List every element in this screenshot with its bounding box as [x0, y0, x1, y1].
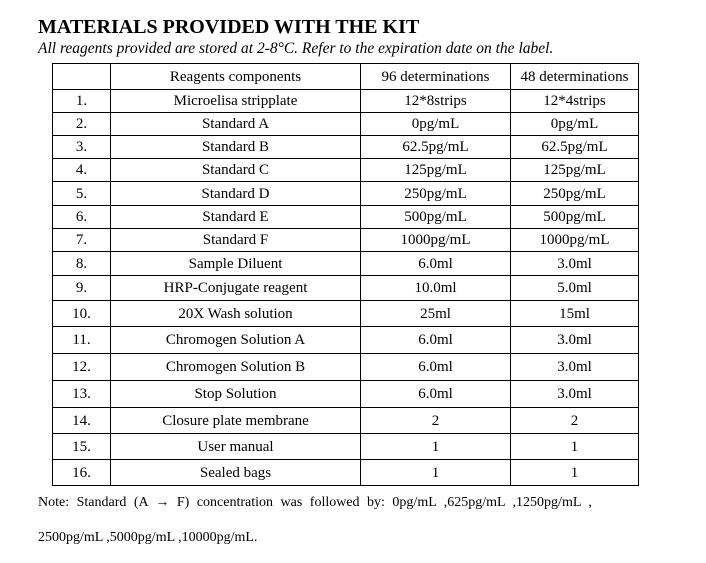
quantity-48: 5.0ml	[511, 276, 639, 301]
row-number: 8.	[53, 252, 111, 276]
reagent-name: Standard F	[111, 229, 361, 252]
reagent-name: Standard D	[111, 182, 361, 206]
row-number: 11.	[53, 327, 111, 354]
quantity-96: 2	[361, 408, 511, 434]
header-index-cell	[53, 64, 111, 90]
reagent-name: Standard E	[111, 206, 361, 229]
row-number: 7.	[53, 229, 111, 252]
quantity-96: 0pg/mL	[361, 113, 511, 136]
reagent-name: Sealed bags	[111, 460, 361, 486]
row-number: 15.	[53, 434, 111, 460]
reagent-name: Chromogen Solution B	[111, 354, 361, 381]
table-row	[53, 276, 639, 301]
quantity-96: 12*8strips	[361, 90, 511, 113]
reagent-name: Chromogen Solution A	[111, 327, 361, 354]
reagent-name: Standard B	[111, 136, 361, 159]
quantity-48: 3.0ml	[511, 354, 639, 381]
table-row	[53, 408, 639, 434]
quantity-48: 12*4strips	[511, 90, 639, 113]
row-number: 9.	[53, 276, 111, 301]
quantity-96: 1	[361, 460, 511, 486]
quantity-96: 25ml	[361, 301, 511, 327]
table-row	[53, 206, 639, 229]
row-number: 10.	[53, 301, 111, 327]
table-row	[53, 182, 639, 206]
reagent-name: HRP-Conjugate reagent	[111, 276, 361, 301]
table-row	[53, 301, 639, 327]
table-header-row	[53, 64, 639, 90]
reagent-name: 20X Wash solution	[111, 301, 361, 327]
reagent-name: User manual	[111, 434, 361, 460]
quantity-48: 1000pg/mL	[511, 229, 639, 252]
quantity-48: 15ml	[511, 301, 639, 327]
row-number: 1.	[53, 90, 111, 113]
row-number: 2.	[53, 113, 111, 136]
quantity-96: 6.0ml	[361, 252, 511, 276]
table-row	[53, 434, 639, 460]
quantity-96: 6.0ml	[361, 354, 511, 381]
table-row	[53, 354, 639, 381]
table-row	[53, 229, 639, 252]
reagent-name: Sample Diluent	[111, 252, 361, 276]
header-reagents-components: Reagents components	[111, 64, 361, 90]
quantity-48: 3.0ml	[511, 252, 639, 276]
reagent-name: Stop Solution	[111, 381, 361, 408]
row-number: 6.	[53, 206, 111, 229]
table-row	[53, 113, 639, 136]
quantity-96: 125pg/mL	[361, 159, 511, 182]
quantity-48: 250pg/mL	[511, 182, 639, 206]
table-row	[53, 159, 639, 182]
page-title: MATERIALS PROVIDED WITH THE KIT	[38, 16, 420, 38]
table-row	[53, 136, 639, 159]
row-number: 5.	[53, 182, 111, 206]
reagent-name: Standard C	[111, 159, 361, 182]
storage-subtitle: All reagents provided are stored at 2-8°C. Refer to the expiration date on the label.	[38, 40, 554, 57]
quantity-96: 500pg/mL	[361, 206, 511, 229]
kit-materials-table	[52, 63, 639, 486]
header-48-determinations: 48 determinations	[511, 64, 639, 90]
reagent-name: Closure plate membrane	[111, 408, 361, 434]
row-number: 14.	[53, 408, 111, 434]
quantity-96: 1	[361, 434, 511, 460]
reagent-name: Microelisa stripplate	[111, 90, 361, 113]
table-row	[53, 460, 639, 486]
quantity-96: 250pg/mL	[361, 182, 511, 206]
quantity-96: 10.0ml	[361, 276, 511, 301]
table-row	[53, 252, 639, 276]
quantity-48: 2	[511, 408, 639, 434]
quantity-48: 1	[511, 434, 639, 460]
quantity-96: 6.0ml	[361, 381, 511, 408]
quantity-48: 3.0ml	[511, 381, 639, 408]
quantity-48: 3.0ml	[511, 327, 639, 354]
quantity-48: 125pg/mL	[511, 159, 639, 182]
quantity-48: 0pg/mL	[511, 113, 639, 136]
quantity-96: 1000pg/mL	[361, 229, 511, 252]
concentration-note-line1: Note: Standard (A → F) concentration was followed by: 0pg/mL ,625pg/mL ,1250pg/mL ,	[38, 495, 592, 510]
reagent-name: Standard A	[111, 113, 361, 136]
table-row	[53, 327, 639, 354]
concentration-note-line2: 2500pg/mL ,5000pg/mL ,10000pg/mL.	[38, 530, 258, 545]
quantity-48: 62.5pg/mL	[511, 136, 639, 159]
row-number: 3.	[53, 136, 111, 159]
table-row	[53, 381, 639, 408]
row-number: 16.	[53, 460, 111, 486]
quantity-48: 1	[511, 460, 639, 486]
header-96-determinations: 96 determinations	[361, 64, 511, 90]
row-number: 12.	[53, 354, 111, 381]
row-number: 4.	[53, 159, 111, 182]
table-row	[53, 90, 639, 113]
quantity-48: 500pg/mL	[511, 206, 639, 229]
row-number: 13.	[53, 381, 111, 408]
quantity-96: 6.0ml	[361, 327, 511, 354]
quantity-96: 62.5pg/mL	[361, 136, 511, 159]
